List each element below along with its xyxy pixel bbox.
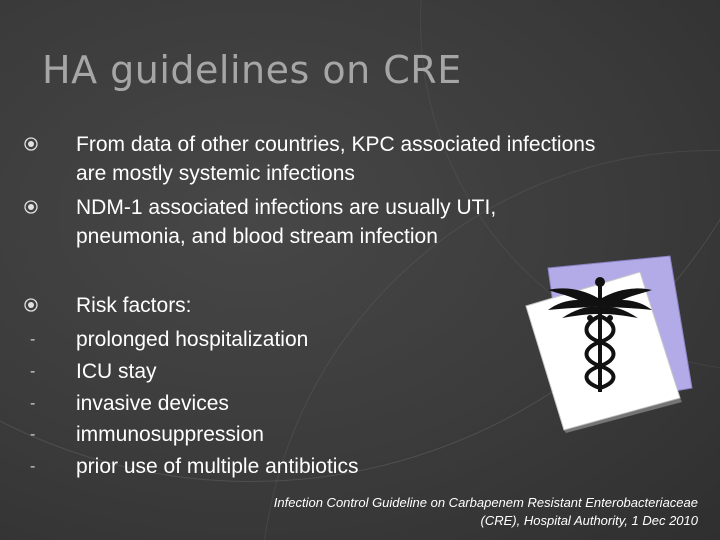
dash-marker: - [30, 363, 36, 380]
dash-marker: - [30, 395, 36, 412]
bullet-circle-icon [24, 298, 38, 312]
bullet-item [0, 291, 600, 320]
bullet-circle-icon [24, 137, 38, 151]
caduceus-image [520, 248, 700, 433]
dash-marker: - [30, 458, 36, 475]
sub-item-text: prolonged hospitalization [76, 328, 309, 351]
sub-item-text: ICU stay [76, 360, 157, 383]
bullet-item [0, 130, 600, 188]
citation [238, 494, 698, 530]
dash-marker: - [30, 331, 36, 348]
sub-list-item [0, 357, 600, 386]
sub-item-text: immunosuppression [76, 423, 264, 446]
sub-list-item [0, 452, 600, 481]
citation-line: Infection Control Guideline on Carbapenem Resistant Enterobacteriaceae [273, 495, 698, 510]
bullet-text: From data of other countries, KPC associated infections are mostly systemic infections [76, 133, 596, 185]
sub-item-text: invasive devices [76, 392, 229, 415]
caduceus-icon [520, 248, 700, 433]
sub-list-item [0, 389, 600, 418]
citation-line: (CRE), Hospital Authority, 1 Dec 2010 [480, 513, 698, 528]
bullet-item [0, 193, 600, 251]
bullet-circle-icon [24, 200, 38, 214]
bullet-text: Risk factors: [76, 294, 192, 317]
dash-marker: - [30, 426, 36, 443]
slide-title: HA guidelines on CRE [42, 48, 462, 92]
sub-item-text: prior use of multiple antibiotics [76, 455, 359, 478]
sub-list-item [0, 420, 600, 449]
bullet-text: NDM-1 associated infections are usually UTI, pneumonia, and blood stream infection [76, 196, 497, 248]
sub-list-item [0, 325, 600, 354]
